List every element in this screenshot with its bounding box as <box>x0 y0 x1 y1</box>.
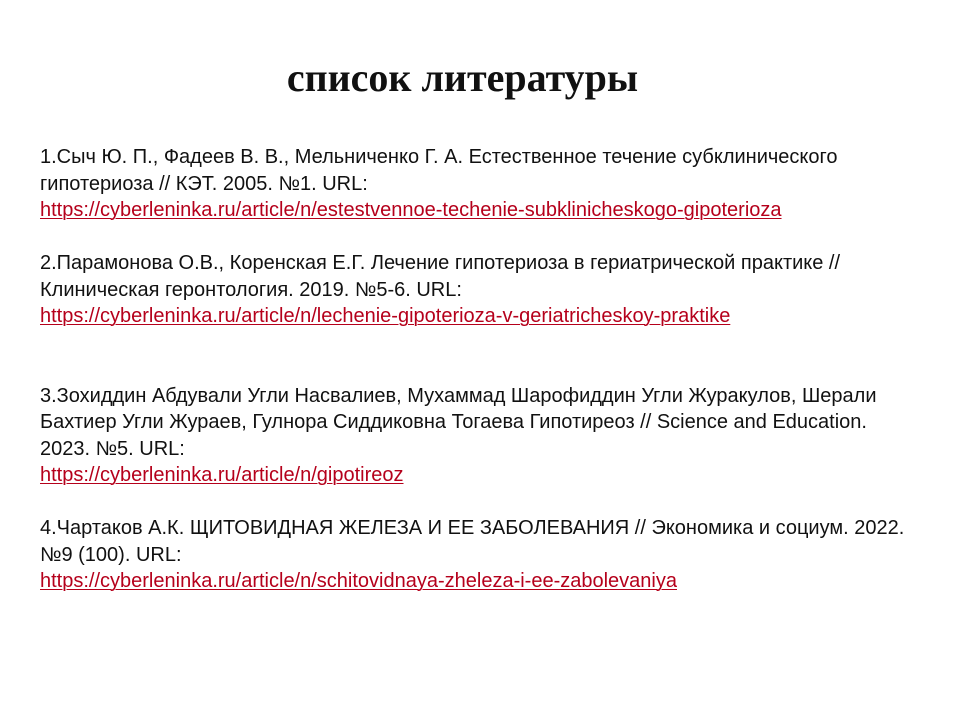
reference-item <box>40 144 906 224</box>
reference-link[interactable]: https://cyberleninka.ru/article/n/schitovidnaya-zheleza-i-ee-zabolevaniya <box>40 570 677 592</box>
reference-list <box>40 144 906 595</box>
reference-link[interactable]: https://cyberleninka.ru/article/n/estestvennoe-techenie-subklinicheskogo-gipoterioza <box>40 199 782 221</box>
reference-item <box>40 383 906 489</box>
reference-link[interactable]: https://cyberleninka.ru/article/n/gipotireoz <box>40 464 404 486</box>
reference-text: 4.Чартаков А.К. ЩИТОВИДНАЯ ЖЕЛЕЗА И ЕЕ ЗАБОЛЕВАНИЯ // Экономика и социум. 2022. №9 (100). URL: <box>40 517 905 566</box>
page-title: список литературы <box>286 55 639 100</box>
reference-text: 1.Сыч Ю. П., Фадеев В. В., Мельниченко Г. А. Естественное течение субклинического гипотериоза // КЭТ. 2005. №1. URL: <box>40 146 838 195</box>
reference-link[interactable]: https://cyberleninka.ru/article/n/lechenie-gipoterioza-v-geriatricheskoy-praktike <box>40 305 731 327</box>
reference-text: 2.Парамонова О.В., Коренская Е.Г. Лечение гипотериоза в гериатрической практике // Клиническая геронтология. 2019. №5-6. URL: <box>40 252 841 301</box>
reference-text: 3.Зохиддин Абдували Угли Насвалиев, Мухаммад Шарофиддин Угли Журакулов, Шерали Бахтиер Угли Жураев, Гулнора Сиддиковна Тогаева Гипотиреоз // Science and Education. 2023. №5. URL: <box>40 384 877 460</box>
reference-item <box>40 515 906 595</box>
reference-item <box>40 250 906 330</box>
